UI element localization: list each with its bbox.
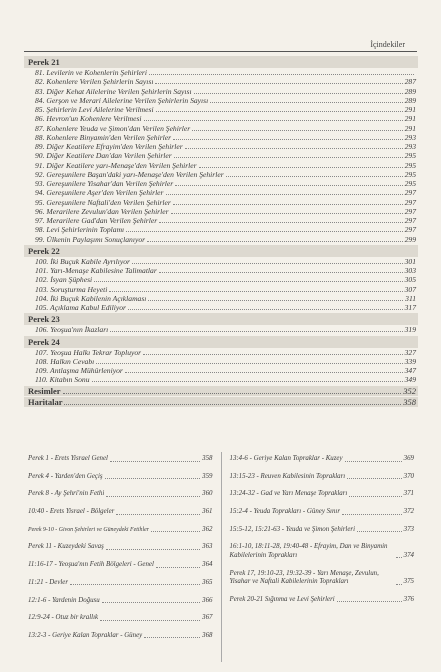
toc-entry-label: 101. Yarı-Menaşe Kabilesine Talimatlar <box>35 266 157 275</box>
toc-end-row[interactable] <box>24 386 418 396</box>
dot-leader <box>100 620 200 621</box>
toc-entry[interactable] <box>24 257 418 266</box>
dot-leader <box>110 461 200 462</box>
map-entry-page: 365 <box>202 578 213 586</box>
dot-leader <box>70 584 200 585</box>
map-entry-label: Perek 1 - Erets Yisrael Genel <box>28 455 108 462</box>
toc-entry-label: 92. Gereşunilere Başan'daki yarı-Menaşe'den Verilen Şehirler <box>35 169 224 179</box>
map-entry-label: 13:15-23 - Reuven Kabilesinin Toprakları <box>229 472 346 480</box>
toc-entry-label: 85. Şehirlerin Levi Ailelerine Verilmesi <box>35 105 154 114</box>
toc-entry-page: 295 <box>404 169 416 179</box>
dot-leader <box>125 372 403 373</box>
section-heading: Perek 23 <box>24 313 418 325</box>
dot-leader <box>151 531 200 532</box>
dot-leader <box>147 241 403 242</box>
maps-left-column <box>24 452 222 662</box>
toc-entry-page: 297 <box>404 216 416 225</box>
maps-index <box>24 452 418 662</box>
toc-entry-label: 88. Kohenlere Binyamin'den Verilen Şehirler <box>35 132 172 142</box>
map-entry[interactable] <box>230 473 415 482</box>
map-entry[interactable] <box>28 632 213 641</box>
toc-entry-label: 90. Diğer Keatilere Dan'dan Verilen Şehirler <box>35 151 172 161</box>
toc-entry-label: 93. Gereşunilere Yisahar'dan Verilen Şehirler <box>35 179 174 188</box>
toc-entry-label: 87. Kohenlere Yeuda ve Şimon'dan Verilen Şehirler <box>35 123 191 133</box>
toc-entry[interactable] <box>24 96 418 105</box>
map-entry-label: 13:2-3 - Geriye Kalan Topraklar - Güney <box>28 631 143 639</box>
toc-entry-page: 289 <box>404 95 416 105</box>
toc-entry[interactable] <box>24 87 418 96</box>
map-entry-label: Perek 11 - Kuzeydeki Savaş <box>28 543 104 551</box>
toc-entry-page: 339 <box>404 356 416 366</box>
map-entry-label: 11:21 - Devler <box>28 578 69 586</box>
toc-entry[interactable] <box>24 225 418 234</box>
toc-entry-label: 97. Merarilere Gad'dan Verilen Şehirler <box>35 216 158 225</box>
toc-entry[interactable] <box>24 114 418 123</box>
dot-leader <box>64 404 401 405</box>
dot-leader <box>171 213 403 214</box>
toc-entry[interactable] <box>24 198 418 207</box>
dot-leader <box>174 157 403 158</box>
map-entry-page: 361 <box>202 508 213 516</box>
toc-entry-page: 291 <box>404 114 416 124</box>
dot-leader <box>226 176 403 177</box>
map-entry[interactable] <box>230 570 415 587</box>
dot-leader <box>175 185 402 186</box>
toc-entry-page: 299 <box>404 234 416 244</box>
dot-leader <box>159 272 403 273</box>
toc-entry-page: 349 <box>404 375 416 385</box>
map-entry-page: 359 <box>202 472 213 480</box>
toc-entry-page: 295 <box>404 160 416 170</box>
header-rule <box>24 51 417 52</box>
map-entry-page: 364 <box>202 561 213 569</box>
section-heading: Perek 24 <box>24 336 418 348</box>
map-entry-label: Perek 17, 19:10-23, 19:32-39 - Yarı Menaşe, Zevulun, Yisahar ve Naftali Kabilelerinin Toprakları <box>229 569 379 586</box>
dot-leader <box>105 478 201 479</box>
toc-entry[interactable] <box>24 266 418 275</box>
dot-leader <box>173 204 403 205</box>
map-entry-label: 16:1-10, 18:11-28, 19:40-48 - Efrayim, Dan ve Binyamin Kabilelerinin Toprakları <box>229 543 388 559</box>
toc-end-row-page: 352 <box>403 385 416 396</box>
toc-entry-page: 291 <box>404 105 416 114</box>
toc-entry[interactable] <box>24 188 418 197</box>
dot-leader <box>128 309 403 310</box>
map-entry[interactable] <box>28 490 213 499</box>
dot-leader <box>116 514 200 515</box>
map-entry[interactable] <box>28 597 213 606</box>
dot-leader <box>149 74 414 75</box>
map-entry[interactable] <box>28 508 213 517</box>
dot-leader <box>156 111 403 112</box>
toc-entry[interactable] <box>24 294 418 303</box>
toc-entry-label: 91. Diğer Keatilere yarı-Menaşe'den Verilen Şehirler <box>35 160 197 170</box>
toc-entry[interactable] <box>24 357 418 366</box>
toc-entry-page: 295 <box>404 151 416 161</box>
dot-leader <box>396 557 402 558</box>
toc-entry[interactable] <box>24 303 418 312</box>
map-entry-label: 13:4-6 - Geriye Kalan Topraklar - Kuzey <box>229 455 343 462</box>
map-entry[interactable] <box>230 508 415 517</box>
toc-entry[interactable] <box>24 207 418 216</box>
map-entry-page: 368 <box>202 631 213 639</box>
map-entry-page: 369 <box>403 455 414 462</box>
dot-leader <box>337 601 402 602</box>
dot-leader <box>166 194 403 195</box>
dot-leader <box>148 300 403 301</box>
map-entry-page: 371 <box>403 490 414 498</box>
toc-entry-label: 107. Yeoşua Halkı Tekrar Topluyor <box>35 347 142 357</box>
dot-leader <box>102 602 201 603</box>
toc-entry[interactable] <box>24 285 418 294</box>
dot-leader <box>357 531 402 532</box>
toc-entry-label: 108. Halkın Cevabı <box>35 356 95 366</box>
toc-entry-page: 303 <box>404 266 416 275</box>
toc-entry-page: 307 <box>404 284 416 294</box>
dot-leader <box>132 263 403 264</box>
toc-entry-label: 83. Diğer Kehat Ailelerine Verilen Şehirlerin Sayısı <box>35 86 192 96</box>
dot-leader <box>94 281 402 282</box>
dot-leader <box>92 381 403 382</box>
dot-leader <box>126 231 402 232</box>
dot-leader <box>347 478 401 479</box>
map-entry-label: 13:24-32 - Gad ve Yarı Menaşe Toprakları <box>229 490 348 498</box>
toc-entry-page: 289 <box>404 86 416 96</box>
dot-leader <box>110 331 402 332</box>
toc-entry-page: 327 <box>404 347 416 357</box>
toc-entry-label: 106. Yeoşua'nın İkazları <box>35 325 109 335</box>
map-entry[interactable] <box>230 596 415 605</box>
toc-entry-label: 81. Levilerin ve Kohenlerin Şehirleri <box>35 68 147 77</box>
section-heading: Perek 21 <box>24 56 418 68</box>
map-entry-page: 362 <box>202 525 213 533</box>
toc-entry-page: 311 <box>405 293 416 303</box>
toc-entry-label: 109. Antlaşma Mühürleniyor <box>35 366 123 375</box>
toc-entry[interactable] <box>24 325 418 334</box>
map-entry-page: 374 <box>403 551 414 559</box>
toc-entry[interactable] <box>24 216 418 225</box>
dot-leader <box>109 291 402 292</box>
map-entry[interactable] <box>28 473 213 482</box>
toc-entry-page: 297 <box>404 197 416 207</box>
map-entry-label: Perek 20-21 Sığınma ve Levi Şehirleri <box>229 595 335 603</box>
map-entry-page: 370 <box>403 472 414 480</box>
map-entry-label: Perek 9-10 - Givon Şehirleri ve Güneydeki Fetihler <box>28 526 149 533</box>
dot-leader <box>342 514 402 515</box>
map-entry[interactable] <box>28 579 213 588</box>
toc-entry-label: 100. İki Buçuk Kabile Ayrılıyor <box>35 256 130 266</box>
toc-entry-page: 293 <box>404 132 416 142</box>
toc-entry[interactable] <box>24 105 418 114</box>
toc-entry-label: 102. İsyan Şüphesi <box>35 275 93 285</box>
map-entry[interactable] <box>230 543 415 560</box>
map-entry-label: Perek 8 - Ay Şehri'nin Fethi <box>28 490 105 498</box>
toc-entry-label: 98. Levi Şehirlerinin Toplamı <box>35 225 125 235</box>
map-entry-page: 360 <box>202 490 213 498</box>
toc-entry-page: 347 <box>404 366 416 375</box>
toc-entry-label: 99. Ülkenin Paylaşımı Sonuçlanıyor <box>35 234 146 244</box>
toc-entry[interactable] <box>24 275 418 284</box>
toc-entry-label: 89. Diğer Keatilere Efrayim'den Verilen Şehirler <box>35 142 183 151</box>
toc-entry-label: 95. Gereşunilere Naftali'den Verilen Şehirler <box>35 197 171 207</box>
toc-entry-page: 305 <box>404 275 416 285</box>
map-entry[interactable] <box>230 526 415 535</box>
maps-right-column <box>222 452 419 662</box>
dot-leader <box>396 584 402 585</box>
dot-leader <box>210 102 402 103</box>
toc-entry-page: 297 <box>404 188 416 198</box>
map-entry-label: 15:5-12, 15:21-63 - Yeuda ve Şimon Şehirleri <box>229 525 355 533</box>
dot-leader <box>156 567 200 568</box>
toc-entry-page: 293 <box>404 142 416 151</box>
toc-entry-label: 86. Hevron'un Kohenlere Verilmesi <box>35 114 142 124</box>
toc-entry[interactable] <box>24 151 418 160</box>
map-entry[interactable] <box>28 526 213 535</box>
section-heading: Perek 22 <box>24 245 418 257</box>
toc-entry[interactable] <box>24 235 418 244</box>
toc-entry[interactable] <box>24 133 418 142</box>
toc-end-row-label: Resimler <box>28 385 61 396</box>
map-entry-label: 15:2-4 - Yeuda Toprakları - Güney Sınır <box>229 508 341 516</box>
toc-entry-label: 84. Gerşon ve Merari Ailelerine Verilen Şehirlerin Sayısı <box>35 95 209 105</box>
toc-entry-page: 295 <box>404 179 416 188</box>
map-entry-label: 11:16-17 - Yeoşua'nın Fetih Bölgeleri - Genel <box>28 561 154 569</box>
map-entry[interactable] <box>28 455 213 464</box>
dot-leader <box>185 148 403 149</box>
toc-entry-label: 94. Gereşunilere Aşer'den Verilen Şehirler <box>35 188 164 198</box>
map-entry-page: 376 <box>403 595 414 603</box>
toc-entry[interactable] <box>24 179 418 188</box>
dot-leader <box>349 496 401 497</box>
dot-leader <box>96 363 402 364</box>
map-entry-page: 373 <box>403 525 414 533</box>
toc-entry[interactable] <box>24 142 418 151</box>
map-entry[interactable] <box>28 614 213 623</box>
dot-leader <box>173 139 403 140</box>
map-entry[interactable] <box>28 561 213 570</box>
toc-entry-page: 291 <box>404 123 416 133</box>
map-entry-page: 367 <box>202 614 213 622</box>
dot-leader <box>345 461 402 462</box>
map-entry[interactable] <box>230 455 415 464</box>
dot-leader <box>63 393 402 394</box>
toc-entry[interactable] <box>24 124 418 133</box>
map-entry-label: Perek 4 - Yarden'den Geçiş <box>28 472 103 480</box>
table-of-contents <box>24 55 418 407</box>
toc-entry-page: 317 <box>404 303 416 312</box>
dot-leader <box>192 130 402 131</box>
dot-leader <box>199 167 403 168</box>
map-entry-label: 12:1-6 - Yardenin Doğusu <box>28 596 100 604</box>
map-entry-page: 366 <box>202 596 213 604</box>
dot-leader <box>194 93 403 94</box>
dot-leader <box>106 549 200 550</box>
page-header-title: İçindekiler <box>370 40 405 49</box>
map-entry-page: 358 <box>202 455 213 462</box>
map-entry[interactable] <box>28 543 213 552</box>
dot-leader <box>143 354 402 355</box>
toc-entry[interactable] <box>24 170 418 179</box>
toc-end-row-page: 358 <box>403 396 416 407</box>
toc-entry-page: 297 <box>404 225 416 235</box>
toc-entry-label: 82. Kohenlere Verilen Şehirlerin Sayısı <box>35 77 154 87</box>
toc-entry-page: 301 <box>404 256 416 266</box>
dot-leader <box>144 637 200 638</box>
toc-entry-page: 287 <box>404 77 416 87</box>
map-entry-label: 10:40 - Erets Yisrael - Bölgeler <box>28 508 115 516</box>
map-entry-page: 363 <box>202 543 213 551</box>
dot-leader <box>155 83 402 84</box>
toc-entry[interactable] <box>24 366 418 375</box>
dot-leader <box>106 496 200 497</box>
toc-end-row[interactable] <box>24 397 418 407</box>
toc-entry-label: 104. İki Buçuk Kabilenin Açıklaması <box>35 293 147 303</box>
toc-entry-page: 297 <box>404 206 416 216</box>
dot-leader <box>144 120 403 121</box>
map-entry-label: 12:9-24 - Otuz bir krallık <box>28 614 99 622</box>
toc-entry[interactable] <box>24 348 418 357</box>
toc-entry[interactable] <box>24 161 418 170</box>
toc-entry[interactable] <box>24 77 418 86</box>
toc-entry-label: 96. Merarilere Zevulun'dan Verilen Şehirler <box>35 206 169 216</box>
toc-entry-label: 110. Kitabın Sonu <box>35 375 90 385</box>
toc-entry[interactable] <box>24 375 418 384</box>
toc-end-row-label: Haritalar <box>28 396 63 407</box>
map-entry-page: 372 <box>403 508 414 516</box>
toc-entry-label: 103. Soruşturma Heyeti <box>35 284 108 294</box>
map-entry[interactable] <box>230 490 415 499</box>
toc-entry-label: 105. Açıklama Kabul Ediliyor <box>35 303 126 312</box>
toc-entry-page: 319 <box>404 325 416 335</box>
toc-entry[interactable] <box>24 68 418 77</box>
map-entry-page: 375 <box>403 578 414 586</box>
dot-leader <box>159 222 402 223</box>
